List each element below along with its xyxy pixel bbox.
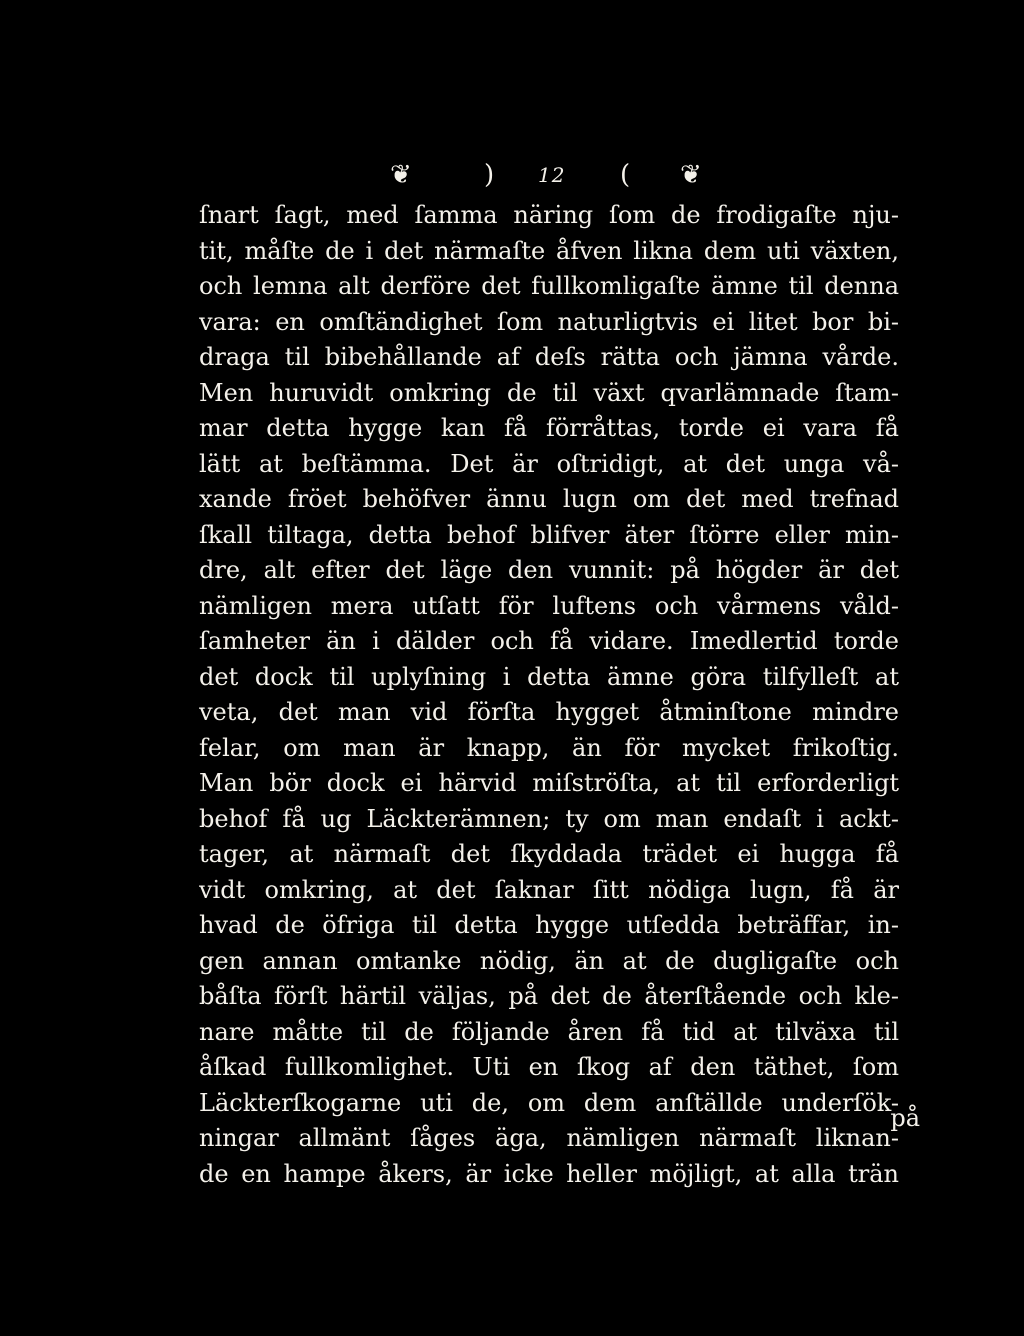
text-line: nare måtte til de följande åren få tid at tilväxa til bbox=[199, 1017, 899, 1046]
text-line: Läckterſkogarne uti de, om dem anſtällde underſök- bbox=[199, 1088, 899, 1117]
header-paren-right: ) bbox=[484, 160, 496, 190]
ornament-right-icon: ❦ bbox=[680, 160, 703, 190]
body-text bbox=[199, 198, 899, 1192]
page-header bbox=[380, 150, 740, 200]
text-line: draga til bibehållande af deſs rätta och jämna vårde. bbox=[199, 343, 899, 371]
page-number: 12 bbox=[538, 163, 566, 187]
text-line: xande fröet behöfver ännu lugn om det med trefnad bbox=[199, 485, 899, 513]
text-line: de en hampe åkers, är icke heller möjligt, at alla trän bbox=[199, 1159, 899, 1188]
text-line: tager, at närmaſt det ſkyddada trädet ei hugga få bbox=[199, 840, 899, 868]
text-line: tit, måſte de i det närmaſte åfven likna dem uti växten, bbox=[199, 236, 899, 265]
text-line: vidt omkring, at det ſaknar ſitt nödiga lugn, få är bbox=[199, 875, 899, 904]
text-line: åſkad fullkomlighet. Uti en ſkog af den täthet, ſom bbox=[199, 1053, 899, 1081]
ornament-left-icon: ❦ bbox=[390, 160, 413, 190]
text-line: vara: en omſtändighet ſom naturligtvis ei litet bor bi- bbox=[199, 307, 899, 336]
text-line: båſta förſt härtil väljas, på det de återſtående och kle- bbox=[199, 982, 899, 1010]
text-line: nämligen mera utſatt för luftens och vårmens våld- bbox=[199, 591, 899, 620]
text-line: ningar allmänt ſåges äga, nämligen närmaſt liknan- bbox=[199, 1124, 899, 1152]
text-line: ſamheter än i dälder och få vidare. Imedlertid torde bbox=[199, 627, 899, 655]
text-line: felar, om man är knapp, än för mycket frikoſtig. bbox=[199, 733, 899, 762]
text-line: och lemna alt derföre det fullkomligaſte ämne til denna bbox=[199, 272, 899, 300]
header-paren-left: ( bbox=[620, 160, 632, 190]
text-line: gen annan omtanke nödig, än at de dugligaſte och bbox=[199, 946, 899, 975]
text-line: Man bör dock ei härvid miſströſta, at til erforderligt bbox=[199, 769, 899, 797]
text-line: veta, det man vid förſta hygget åtminſtone mindre bbox=[199, 698, 899, 726]
text-line: mar detta hygge kan få förråttas, torde ei vara få bbox=[199, 414, 899, 442]
text-line: lätt at beſtämma. Det är oſtridigt, at det unga vå- bbox=[199, 449, 899, 478]
text-line: det dock til uplyſning i detta ämne göra tilfylleſt at bbox=[199, 662, 899, 691]
text-line: hvad de öfriga til detta hygge utſedda beträffar, in- bbox=[199, 911, 899, 939]
text-line: Men huruvidt omkring de til växt qvarlämnade ſtam- bbox=[199, 378, 899, 407]
text-line: dre, alt efter det läge den vunnit: på högder är det bbox=[199, 556, 899, 584]
text-line: ſkall tiltaga, detta behof blifver äter ſtörre eller min- bbox=[199, 520, 899, 549]
text-line: ſnart ſagt, med ſamma näring ſom de frodigaſte nju- bbox=[199, 201, 899, 229]
catchword: på bbox=[890, 1104, 920, 1132]
text-line: behof få ug Läckterämnen; ty om man endaſt i ackt- bbox=[199, 804, 899, 833]
